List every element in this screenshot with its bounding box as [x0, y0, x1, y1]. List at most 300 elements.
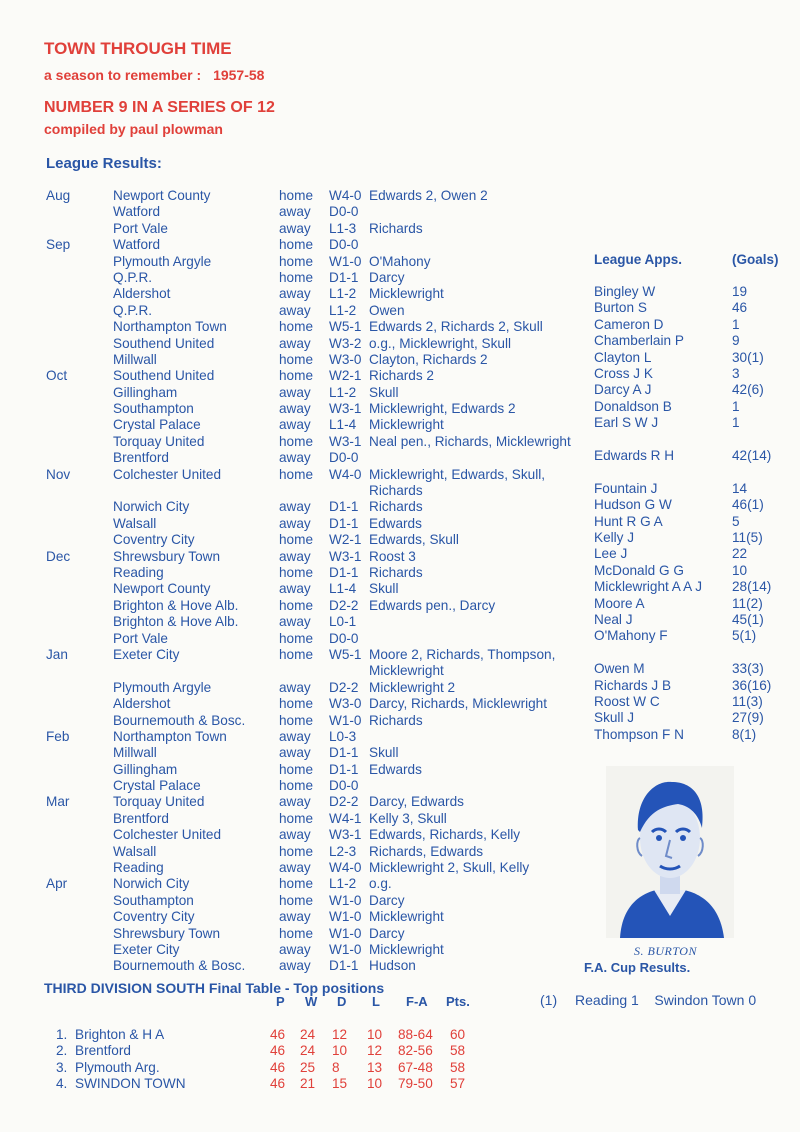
- lost: 10: [367, 1027, 383, 1042]
- player-apps-row: [594, 481, 794, 497]
- venue: away: [279, 450, 311, 466]
- result-score: W1-0: [329, 942, 362, 957]
- goal-scorers: Skull: [369, 384, 399, 400]
- venue: home: [279, 630, 314, 646]
- fa-cup-heading: F.A. Cup Results.: [584, 960, 691, 975]
- venue: away: [279, 581, 311, 597]
- league-results-heading: League Results:: [46, 155, 162, 172]
- opponent: Newport County: [113, 581, 211, 597]
- result-row: [0, 860, 600, 876]
- venue: home: [279, 696, 314, 712]
- player-apps-goals: 19: [732, 284, 748, 299]
- venue: away: [279, 499, 311, 515]
- result-row: [0, 336, 600, 352]
- opponent: Walsall: [113, 515, 157, 531]
- result-row: [0, 762, 600, 778]
- venue: home: [279, 532, 314, 548]
- opponent: Norwich City: [113, 876, 190, 892]
- result-score: W3-1: [329, 827, 362, 843]
- player-apps-row: [594, 415, 794, 431]
- venue: home: [279, 351, 314, 367]
- opponent: Brighton & Hove Alb.: [113, 614, 239, 630]
- final-table-heading: THIRD DIVISION SOUTH Final Table - Top positions: [44, 980, 385, 996]
- result-score: L1-2: [329, 302, 357, 318]
- result-score: L1-2: [329, 384, 357, 400]
- goal-scorers: o.g.: [369, 876, 392, 892]
- result-row: [0, 647, 600, 680]
- player-name: Kelly J: [594, 530, 635, 545]
- result-row: [0, 811, 600, 827]
- opponent: Southend United: [113, 368, 215, 384]
- league-results-list: [0, 188, 600, 975]
- player-apps-goals: 11(2): [732, 596, 763, 611]
- league-apps-heading: League Apps.: [594, 252, 683, 267]
- goals-for-against: 67-48: [398, 1059, 433, 1075]
- result-row: [0, 417, 600, 433]
- result-row: [0, 778, 600, 794]
- opponent: Gillingham: [113, 384, 178, 400]
- player-name: Darcy A J: [594, 382, 652, 397]
- venue: home: [279, 876, 314, 892]
- won: 24: [300, 1027, 316, 1042]
- venue: home: [279, 712, 314, 728]
- table-row: [0, 1043, 540, 1059]
- table-row: [0, 1076, 540, 1092]
- played: 46: [270, 1043, 286, 1059]
- player-name: Hunt R G A: [594, 514, 663, 529]
- points: 58: [450, 1043, 466, 1059]
- result-score: D1-1: [329, 499, 359, 515]
- result-row: [0, 499, 600, 515]
- player-apps-goals: 5(1): [732, 628, 757, 643]
- result-score: D1-1: [329, 761, 359, 777]
- result-row: [0, 844, 600, 860]
- result-score: D1-1: [329, 565, 359, 580]
- venue: away: [279, 515, 311, 531]
- player-apps-goals: 30(1): [732, 350, 764, 365]
- player-name: Neal J: [594, 612, 633, 627]
- goal-scorers: Micklewright 2, Skull, Kelly: [369, 860, 530, 876]
- venue: home: [279, 761, 314, 777]
- result-score: L0-3: [329, 728, 357, 744]
- player-photo: [606, 766, 734, 938]
- player-apps-row: [594, 399, 794, 415]
- player-apps-row: [594, 661, 794, 677]
- result-row: [0, 794, 600, 810]
- player-apps-goals: 14: [732, 481, 748, 496]
- result-row: [0, 254, 600, 270]
- venue: away: [279, 614, 311, 630]
- player-apps-row: [594, 710, 794, 726]
- opponent: Colchester United: [113, 466, 222, 482]
- lost: 12: [367, 1043, 383, 1059]
- goal-scorers: Edwards: [369, 515, 422, 531]
- player-apps-row: [594, 497, 794, 513]
- goal-scorers: Edwards 2, Richards 2, Skull: [369, 319, 543, 335]
- opponent: Bournemouth & Bosc.: [113, 958, 246, 974]
- venue: home: [279, 433, 314, 449]
- won: 24: [300, 1043, 316, 1059]
- venue: home: [279, 466, 314, 482]
- result-score: L1-2: [329, 286, 357, 302]
- month-label: Nov: [46, 466, 71, 482]
- goal-scorers: Edwards: [369, 761, 422, 777]
- result-score: L1-4: [329, 417, 357, 433]
- result-row: [0, 926, 600, 942]
- result-row: [0, 352, 600, 368]
- result-row: [0, 319, 600, 335]
- goal-scorers: Richards: [369, 499, 423, 515]
- venue: home: [279, 892, 314, 908]
- player-apps-row: [594, 514, 794, 530]
- result-row: [0, 303, 600, 319]
- result-row: [0, 221, 600, 237]
- player-apps-goals: 27(9): [732, 710, 764, 725]
- result-score: W1-0: [329, 892, 362, 908]
- lost: 13: [367, 1059, 383, 1075]
- player-apps-goals: 1: [732, 415, 740, 430]
- result-score: D0-0: [329, 630, 359, 646]
- player-name: Thompson F N: [594, 727, 684, 742]
- player-apps-row: [594, 350, 794, 366]
- player-apps-goals: 42(14): [732, 448, 772, 463]
- player-name: Roost W C: [594, 694, 660, 709]
- player-name: Clayton L: [594, 350, 652, 365]
- opponent: Exeter City: [113, 646, 180, 662]
- player-name: Hudson G W: [594, 497, 672, 512]
- col-lost-header: L: [372, 994, 380, 1009]
- goals-for-against: 88-64: [398, 1027, 433, 1042]
- result-score: W5-1: [329, 646, 362, 662]
- team-position: 4.: [56, 1075, 68, 1091]
- won: 25: [300, 1059, 316, 1075]
- result-score: W3-1: [329, 548, 362, 564]
- team-name: Plymouth Arg.: [75, 1059, 160, 1075]
- month-label: Jan: [46, 646, 68, 662]
- goal-scorers: Micklewright: [369, 286, 444, 302]
- opponent: Crystal Palace: [113, 417, 201, 433]
- goal-scorers: Micklewright, Edwards 2: [369, 401, 516, 417]
- venue: away: [279, 679, 311, 695]
- venue: away: [279, 942, 311, 957]
- opponent: Norwich City: [113, 499, 190, 515]
- result-score: W1-0: [329, 925, 362, 941]
- result-score: W3-2: [329, 335, 362, 351]
- player-apps-row: [594, 628, 794, 644]
- season-label: a season to remember :: [44, 67, 202, 83]
- result-score: W4-0: [329, 188, 362, 203]
- opponent: Aldershot: [113, 286, 171, 302]
- result-score: W2-1: [329, 368, 362, 384]
- opponent: Walsall: [113, 843, 157, 859]
- venue: away: [279, 728, 311, 744]
- result-row: [0, 434, 600, 450]
- compiler-credit: compiled by paul plowman: [44, 121, 223, 137]
- team-position: 1.: [56, 1027, 68, 1042]
- venue: home: [279, 269, 314, 285]
- goal-scorers: O'Mahony: [369, 253, 431, 269]
- points: 57: [450, 1075, 466, 1091]
- player-apps-row: [594, 612, 794, 628]
- page-title: TOWN THROUGH TIME: [44, 39, 232, 58]
- goal-scorers: Edwards, Richards, Kelly: [369, 827, 521, 843]
- team-name: Brentford: [75, 1043, 131, 1059]
- goal-scorers: Clayton, Richards 2: [369, 351, 488, 367]
- player-name: Bingley W: [594, 284, 656, 299]
- venue: home: [279, 237, 314, 253]
- result-row: [0, 204, 600, 220]
- played: 46: [270, 1027, 286, 1042]
- opponent: Watford: [113, 204, 161, 220]
- opponent: Port Vale: [113, 220, 168, 236]
- goal-scorers: Moore 2, Richards, Thompson, Micklewright: [369, 646, 556, 679]
- opponent: Coventry City: [113, 532, 195, 548]
- player-apps-goals: 46(1): [732, 497, 764, 512]
- result-row: [0, 713, 600, 729]
- player-apps-goals: 45(1): [732, 612, 764, 627]
- col-won-header: W: [305, 994, 318, 1009]
- player-name: Micklewright A A J: [594, 579, 703, 594]
- player-name: O'Mahony F: [594, 628, 668, 643]
- player-name: McDonald G G: [594, 563, 684, 578]
- goal-scorers: Richards 2: [369, 368, 434, 384]
- col-goals-header: F-A: [406, 994, 428, 1009]
- goal-scorers: Micklewright: [369, 417, 444, 433]
- result-score: D1-1: [329, 958, 359, 974]
- player-name: Moore A: [594, 596, 645, 611]
- month-label: Mar: [46, 794, 70, 810]
- result-row: [0, 450, 600, 466]
- result-row: [0, 286, 600, 302]
- result-score: W4-0: [329, 466, 362, 482]
- player-name: Lee J: [594, 546, 628, 561]
- venue: home: [279, 368, 314, 384]
- opponent: Aldershot: [113, 696, 171, 712]
- opponent: Plymouth Argyle: [113, 253, 212, 269]
- played: 46: [270, 1075, 286, 1091]
- result-score: D2-2: [329, 679, 359, 695]
- result-score: L1-2: [329, 876, 357, 892]
- result-row: [0, 565, 600, 581]
- player-name: Fountain J: [594, 481, 658, 496]
- player-apps-row: [594, 333, 794, 349]
- venue: away: [279, 909, 311, 925]
- result-row: [0, 385, 600, 401]
- goal-scorers: Richards: [369, 220, 423, 236]
- player-apps-goals: 8(1): [732, 727, 757, 742]
- result-row: [0, 401, 600, 417]
- result-score: W4-0: [329, 860, 362, 876]
- opponent: Reading: [113, 860, 164, 876]
- team-position: 3.: [56, 1059, 68, 1075]
- player-apps-goals: 28(14): [732, 579, 772, 594]
- opponent: Brighton & Hove Alb.: [113, 597, 239, 613]
- player-name: Skull J: [594, 710, 635, 725]
- player-apps-goals: 1: [732, 317, 740, 332]
- opponent: Shrewsbury Town: [113, 548, 221, 564]
- result-row: [0, 598, 600, 614]
- opponent: Gillingham: [113, 761, 178, 777]
- col-played-header: P: [276, 994, 285, 1009]
- venue: home: [279, 319, 314, 335]
- venue: home: [279, 810, 314, 826]
- player-apps-goals: 11(3): [732, 694, 763, 709]
- opponent: Southampton: [113, 892, 194, 908]
- opponent: Southend United: [113, 335, 215, 351]
- result-score: L1-4: [329, 581, 357, 597]
- goal-scorers: Owen: [369, 302, 405, 318]
- venue: away: [279, 220, 311, 236]
- opponent: Reading: [113, 565, 164, 580]
- col-drawn-header: D: [337, 994, 347, 1009]
- result-score: W3-0: [329, 351, 362, 367]
- opponent: Millwall: [113, 351, 157, 367]
- opponent: Torquay United: [113, 794, 205, 810]
- player-apps-goals: 1: [732, 399, 740, 414]
- opponent: Northampton Town: [113, 319, 227, 335]
- result-row: [0, 909, 600, 925]
- opponent: Q.P.R.: [113, 269, 153, 285]
- player-apps-goals: 10: [732, 563, 748, 578]
- result-row: [0, 696, 600, 712]
- goal-scorers: Hudson: [369, 958, 416, 974]
- opponent: Exeter City: [113, 942, 180, 957]
- player-portrait-icon: [606, 766, 734, 938]
- opponent: Coventry City: [113, 909, 195, 925]
- venue: away: [279, 958, 311, 974]
- opponent: Plymouth Argyle: [113, 679, 212, 695]
- opponent: Millwall: [113, 745, 157, 761]
- result-row: [0, 516, 600, 532]
- goal-scorers: Edwards pen., Darcy: [369, 597, 496, 613]
- result-row: [0, 631, 600, 647]
- month-label: Apr: [46, 876, 68, 892]
- series-number: NUMBER 9 IN A SERIES OF 12: [44, 99, 275, 116]
- result-score: D0-0: [329, 450, 359, 466]
- result-score: W3-1: [329, 401, 362, 417]
- result-score: W4-1: [329, 810, 362, 826]
- month-label: Feb: [46, 728, 70, 744]
- player-name: Cross J K: [594, 366, 653, 381]
- venue: away: [279, 286, 311, 302]
- player-apps-goals: 36(16): [732, 678, 772, 693]
- opponent: Colchester United: [113, 827, 222, 843]
- result-row: [0, 876, 600, 892]
- venue: away: [279, 548, 311, 564]
- player-name: Burton S: [594, 300, 647, 315]
- month-label: Aug: [46, 188, 71, 203]
- goal-scorers: Darcy: [369, 925, 405, 941]
- result-row: [0, 745, 600, 761]
- player-name: Edwards R H: [594, 448, 675, 463]
- player-name: Cameron D: [594, 317, 664, 332]
- drawn: 15: [332, 1075, 348, 1091]
- goal-scorers: Micklewright: [369, 942, 444, 957]
- venue: home: [279, 253, 314, 269]
- opponent: Bournemouth & Bosc.: [113, 712, 246, 728]
- result-score: D1-1: [329, 269, 359, 285]
- month-label: Sep: [46, 237, 71, 253]
- player-apps-row: [594, 300, 794, 316]
- opponent: Brentford: [113, 450, 169, 466]
- player-apps-goals: 3: [732, 366, 740, 381]
- player-name: Chamberlain P: [594, 333, 684, 348]
- goal-scorers: Richards, Edwards: [369, 843, 484, 859]
- result-score: W1-0: [329, 253, 362, 269]
- opponent: Northampton Town: [113, 728, 227, 744]
- table-row: [0, 1060, 540, 1076]
- result-row: [0, 614, 600, 630]
- player-apps-row: [594, 596, 794, 612]
- result-row: [0, 270, 600, 286]
- player-apps-row: [594, 317, 794, 333]
- team-name: Brighton & H A: [75, 1027, 165, 1042]
- result-score: W1-0: [329, 712, 362, 728]
- lost: 10: [367, 1075, 383, 1091]
- result-row: [0, 680, 600, 696]
- goal-scorers: Micklewright 2: [369, 679, 456, 695]
- result-score: D1-1: [329, 515, 359, 531]
- venue: away: [279, 417, 311, 433]
- venue: away: [279, 794, 311, 810]
- result-score: W3-1: [329, 433, 362, 449]
- result-row: [0, 188, 600, 204]
- drawn: 12: [332, 1027, 348, 1042]
- result-score: L1-3: [329, 220, 357, 236]
- result-score: D0-0: [329, 237, 359, 253]
- result-row: [0, 942, 600, 958]
- venue: home: [279, 778, 314, 794]
- photo-caption: S. BURTON: [634, 944, 697, 958]
- venue: away: [279, 335, 311, 351]
- result-score: L0-1: [329, 614, 357, 630]
- player-apps-row: [594, 366, 794, 382]
- goal-scorers: Darcy, Edwards: [369, 794, 464, 810]
- opponent: Watford: [113, 237, 161, 253]
- result-row: [0, 368, 600, 384]
- goal-scorers: Darcy: [369, 269, 405, 285]
- result-score: D0-0: [329, 778, 359, 794]
- opponent: Port Vale: [113, 630, 168, 646]
- venue: away: [279, 745, 311, 761]
- goal-scorers: Roost 3: [369, 548, 416, 564]
- played: 46: [270, 1059, 286, 1075]
- player-apps-goals: 5: [732, 514, 740, 529]
- season-years: 1957-58: [213, 67, 265, 83]
- points: 60: [450, 1027, 466, 1042]
- result-score: W3-0: [329, 696, 362, 712]
- result-row: [0, 532, 600, 548]
- venue: away: [279, 384, 311, 400]
- goals-for-against: 82-56: [398, 1043, 433, 1059]
- result-score: W2-1: [329, 532, 362, 548]
- venue: home: [279, 188, 314, 203]
- goal-scorers: Micklewright, Edwards, Skull, Richards: [369, 466, 546, 499]
- result-score: L2-3: [329, 843, 357, 859]
- col-points-header: Pts.: [446, 994, 470, 1009]
- player-apps-goals: 11(5): [732, 530, 763, 545]
- goal-scorers: Neal pen., Richards, Micklewright: [369, 433, 571, 449]
- drawn: 8: [332, 1059, 340, 1075]
- result-score: D2-2: [329, 794, 359, 810]
- venue: away: [279, 860, 311, 876]
- player-name: Owen M: [594, 661, 645, 676]
- result-row: [0, 237, 600, 253]
- opponent: Newport County: [113, 188, 211, 203]
- venue: home: [279, 843, 314, 859]
- player-name: Earl S W J: [594, 415, 659, 430]
- goal-scorers: Skull: [369, 581, 399, 597]
